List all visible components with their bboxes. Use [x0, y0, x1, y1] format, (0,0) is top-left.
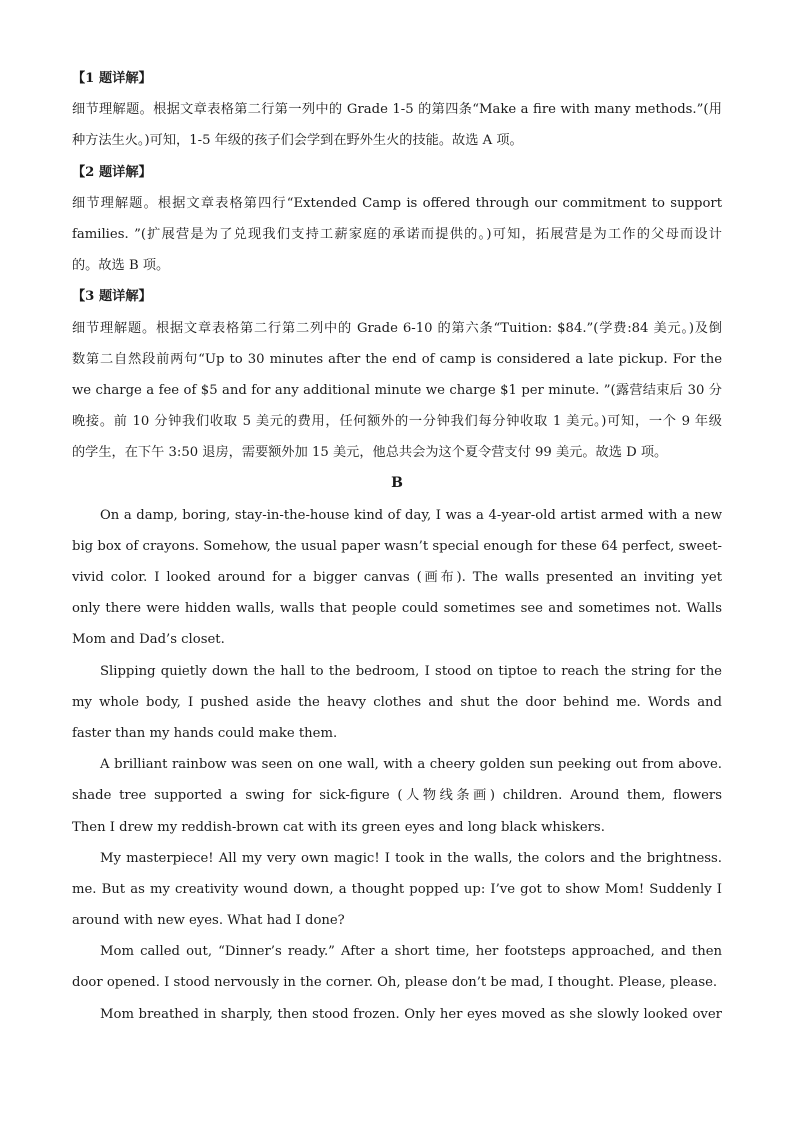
answer-2-line: families. ”(扩展营是为了兑现我们支持工薪家庭的承诺而提供的。)可知，拓展营是为工作的父母而设计 [72, 226, 722, 242]
passage-line: Mom called out, “Dinner’s ready.” After a short time, her footsteps approached, and then [100, 944, 722, 960]
passage-line: big box of crayons. Somehow, the usual paper wasn’t special enough for these 64 perfect, sweet- [72, 538, 722, 554]
passage-line: Then I drew my reddish-brown cat with its green eyes and long black whiskers. [72, 819, 605, 835]
passage-line: around with new eyes. What had I done? [72, 913, 345, 929]
answer-3-line: 的学生，在下午 3:50 退房，需要额外加 15 美元，他总共会为这个夏令营支付 99 美元。故选 D 项。 [72, 445, 668, 461]
answer-2-heading: 【2 题详解】 [72, 164, 152, 180]
answer-3-line: 细节理解题。根据文章表格第二行第二列中的 Grade 6-10 的第六条“Tuition: $84.”(学费:84 美元。)及倒 [72, 320, 722, 336]
answer-1-line: 细节理解题。根据文章表格第二行第一列中的 Grade 1-5 的第四条“Make a fire with many methods.”(用 [72, 102, 722, 118]
passage-line: Mom and Dad’s closet. [72, 632, 225, 648]
passage-line: faster than my hands could make them. [72, 725, 338, 741]
passage-line: me. But as my creativity wound down, a thought popped up: I’ve got to show Mom! Suddenly I [72, 881, 722, 897]
answer-3-line: 数第二自然段前两句“Up to 30 minutes after the end of camp is considered a late pickup. For the [72, 351, 722, 367]
passage-line: On a damp, boring, stay-in-the-house kind of day, I was a 4-year-old artist armed with a new [100, 507, 722, 523]
answer-3-heading: 【3 题详解】 [72, 289, 152, 305]
answer-1-line: 种方法生火。)可知，1-5 年级的孩子们会学到在野外生火的技能。故选 A 项。 [72, 133, 523, 149]
page-content [72, 63, 722, 1030]
passage-line: shade tree supported a swing for sick-figure (人物线条画) children. Around them, flowers [72, 788, 722, 804]
answer-1-heading: 【1 题详解】 [72, 71, 152, 86]
passage-line: my whole body, I pushed aside the heavy clothes and shut the door behind me. Words and [72, 694, 722, 710]
section-b-title: B [391, 475, 403, 492]
passage-line: vivid color. I looked around for a bigger canvas (画布). The walls presented an inviting yet [72, 570, 722, 585]
passage-line: door opened. I stood nervously in the corner. Oh, please don’t be mad, I thought. Please, please. [72, 975, 718, 991]
passage-line: Slipping quietly down the hall to the bedroom, I stood on tiptoe to reach the string for the [100, 663, 722, 679]
answer-3-line: we charge a fee of $5 and for any additional minute we charge $1 per minute. ”(露营结束后 30 分 [72, 382, 722, 398]
passage-line: A brilliant rainbow was seen on one wall, with a cheery golden sun peeking out from above. [100, 757, 722, 773]
passage-line: only there were hidden walls, walls that people could sometimes see and sometimes not. Walls [72, 601, 722, 617]
answer-2-line: 的。故选 B 项。 [72, 258, 170, 274]
answer-2-line: 细节理解题。根据文章表格第四行“Extended Camp is offered through our commitment to support [72, 195, 722, 211]
passage-line: My masterpiece! All my very own magic! I took in the walls, the colors and the brightness. [100, 850, 722, 866]
passage-line: Mom breathed in sharply, then stood frozen. Only her eyes moved as she slowly looked over [100, 1006, 722, 1022]
answer-3-line: 晚接。前 10 分钟我们收取 5 美元的费用，任何额外的一分钟我们每分钟收取 1 美元。)可知，一个 9 年级 [72, 414, 722, 430]
